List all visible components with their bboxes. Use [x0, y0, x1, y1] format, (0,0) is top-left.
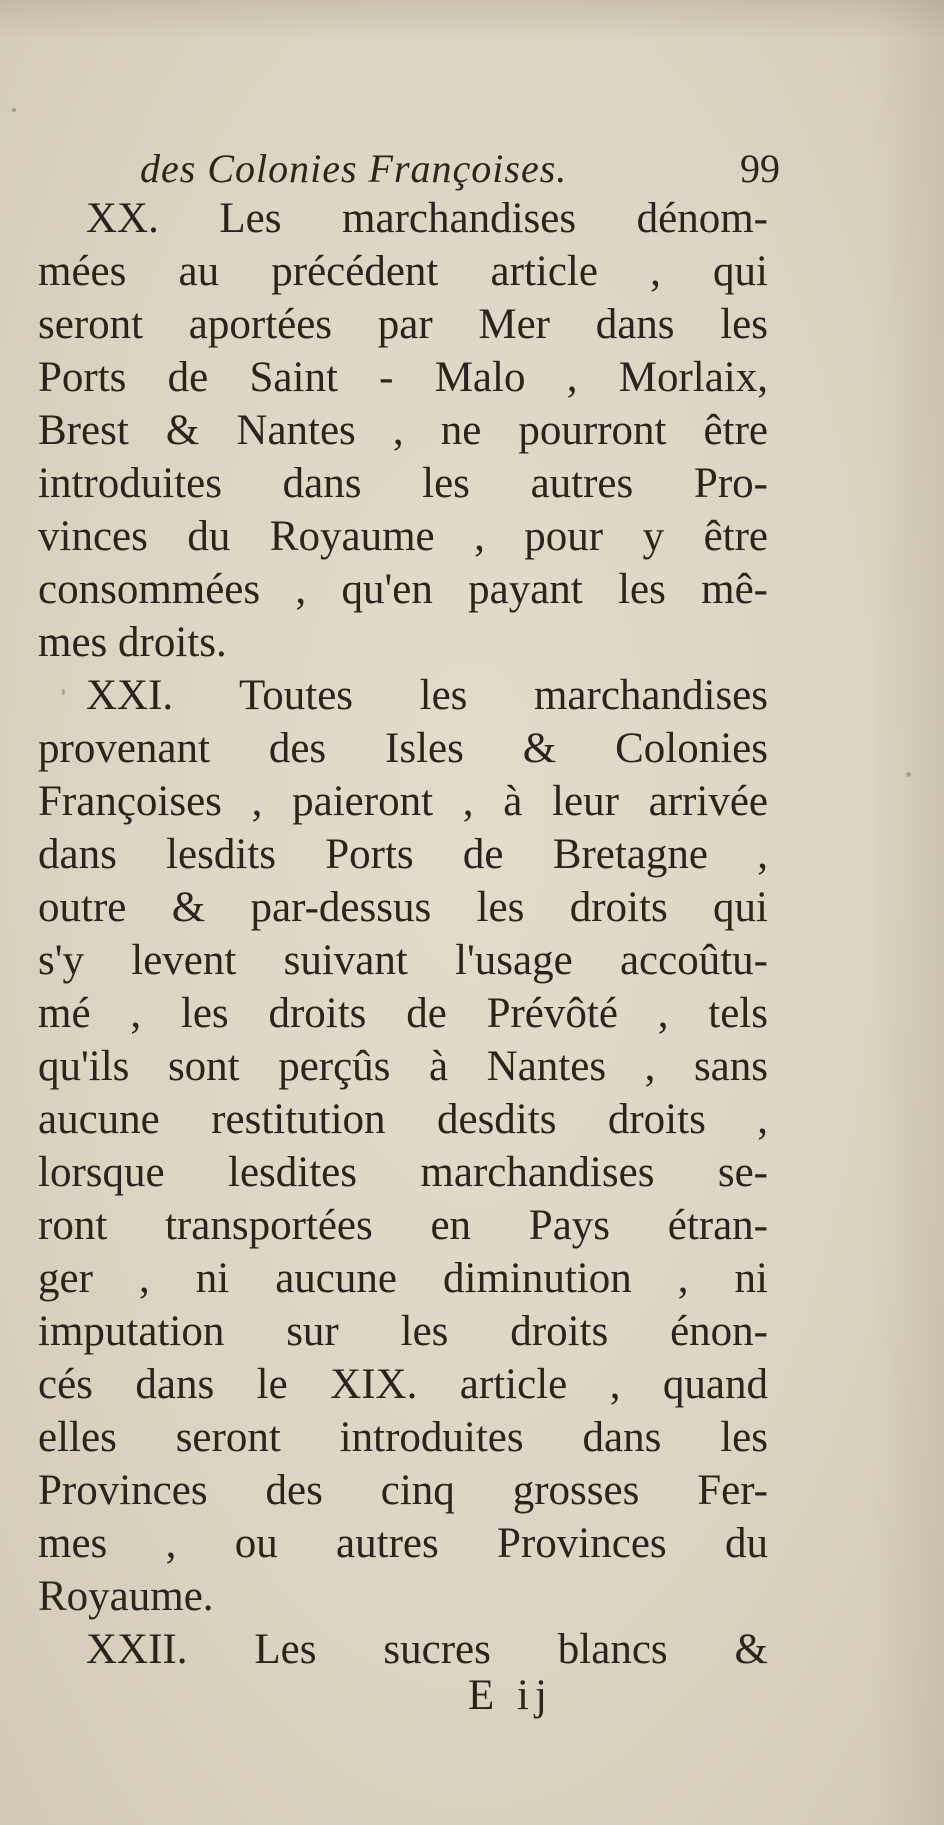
signature-line — [38, 1671, 768, 1727]
text-line: XXII. Les sucres blancs & — [86, 1626, 768, 1673]
spine-shadow — [874, 0, 944, 1825]
running-title: des Colonies Françoises. — [140, 146, 568, 191]
text-line: mé , les droits de Prévôté , tels — [38, 990, 768, 1037]
paper-speck — [906, 772, 911, 777]
text-line: Ports de Saint - Malo , Morlaix, — [38, 354, 768, 401]
text-line: XX. Les marchandises dénom- — [86, 195, 768, 242]
text-line: s'y levent suivant l'usage accoûtu- — [38, 937, 768, 984]
paper-speck — [62, 689, 65, 695]
text-line: lorsque lesdites marchandises se- — [38, 1149, 768, 1196]
text-line: dans lesdits Ports de Bretagne , — [38, 831, 768, 878]
text-line: imputation sur les droits énon- — [38, 1308, 768, 1355]
text-line: qu'ils sont perçûs à Nantes , sans — [38, 1043, 768, 1090]
text-line: mes , ou autres Provinces du — [38, 1520, 768, 1567]
text-line: mées au précédent article , qui — [38, 248, 768, 295]
text-line: seront aportées par Mer dans les — [38, 301, 768, 348]
text-line: introduites dans les autres Pro- — [38, 460, 768, 507]
text-line: elles seront introduites dans les — [38, 1414, 768, 1461]
text-line: vinces du Royaume , pour y être — [38, 513, 768, 560]
signature-mark: E ij — [468, 1672, 553, 1719]
text-line: provenant des Isles & Colonies — [38, 725, 768, 772]
paper-speck — [12, 108, 16, 112]
page-number: 99 — [740, 146, 780, 191]
text-line: outre & par-dessus les droits qui — [38, 884, 768, 931]
text-line: cés dans le XIX. article , quand — [38, 1361, 768, 1408]
text-line: ront transportées en Pays étran- — [38, 1202, 768, 1249]
text-line: XXI. Toutes les marchandises — [86, 672, 768, 719]
text-line: aucune restitution desdits droits , — [38, 1096, 768, 1143]
text-line: Brest & Nantes , ne pourront être — [38, 407, 768, 454]
text-line: Provinces des cinq grosses Fer- — [38, 1467, 768, 1514]
text-line: mes droits. — [38, 619, 227, 666]
page-edge-shadow — [0, 0, 944, 40]
article-text — [38, 192, 768, 1676]
text-line: Royaume. — [38, 1573, 214, 1620]
text-line: consommées , qu'en payant les mê- — [38, 566, 768, 613]
running-head — [140, 145, 780, 197]
text-line: ger , ni aucune diminution , ni — [38, 1255, 768, 1302]
text-line: Françoises , paieront , à leur arrivée — [38, 778, 768, 825]
